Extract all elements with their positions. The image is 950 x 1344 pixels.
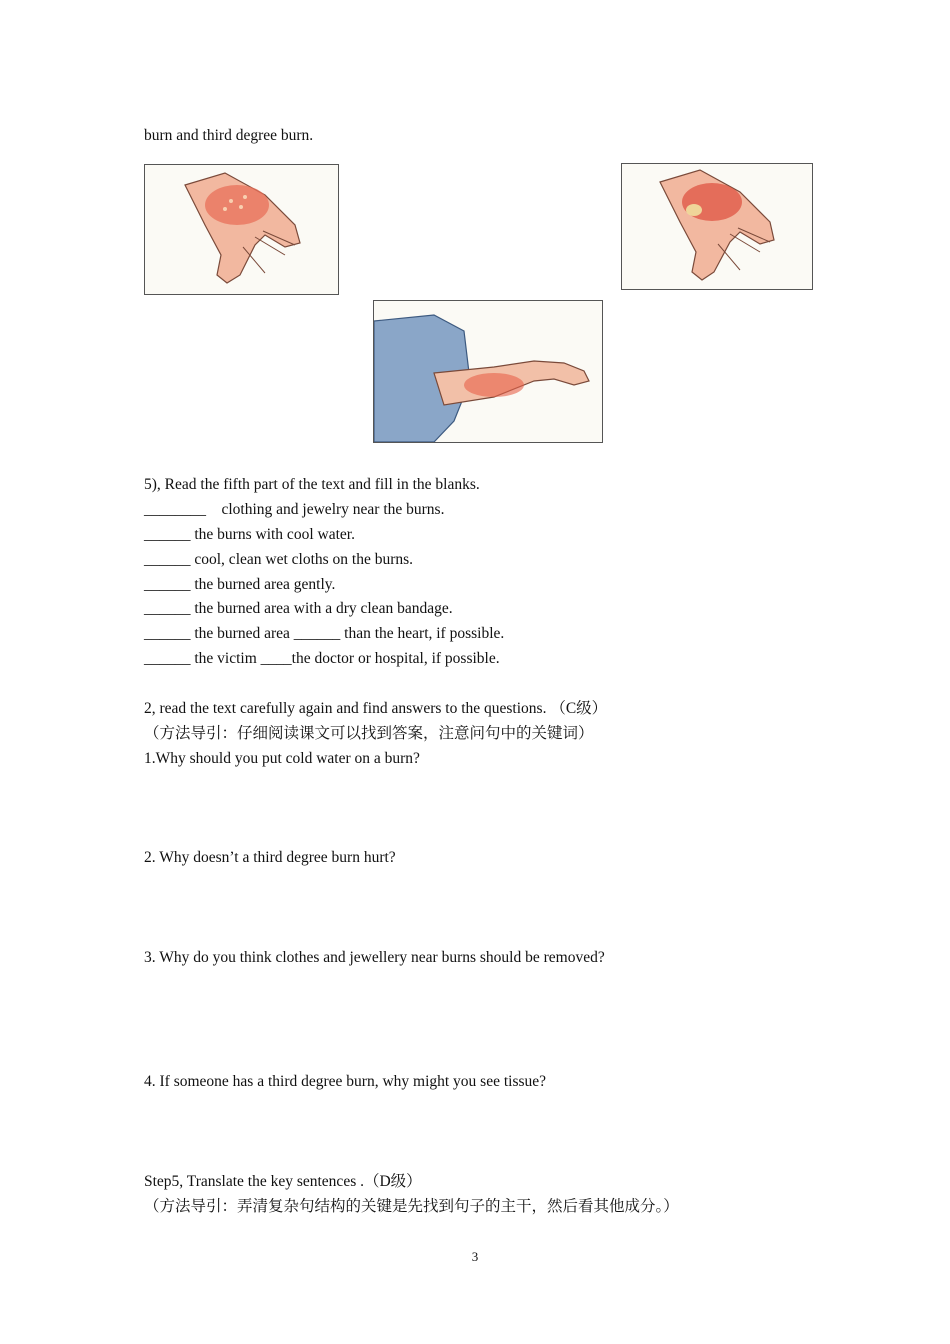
question-2: 2. Why doesn’t a third degree burn hurt? [144,849,396,866]
fill-blank-line: ______ cool, clean wet cloths on the burns. [144,551,414,568]
step5-title: Step5, Translate the key sentences .（D级） [144,1173,422,1190]
section5-title: 5), Read the fifth part of the text and fill in the blanks. [144,476,480,493]
question-4: 4. If someone has a third degree burn, why might you see tissue? [144,1073,547,1090]
burn-arm-image-3 [373,300,603,443]
section2-title: 2, read the text carefully again and find answers to the questions. （C级） [144,700,608,717]
fill-blank-line: ______ the burns with cool water. [144,526,355,543]
section2-guide: （方法导引：仔细阅读课文可以找到答案，注意问句中的关键词） [144,725,594,742]
fill-blank-line: ________ clothing and jewelry near the burns. [144,501,445,518]
fill-blank-line: ______ the burned area gently. [144,576,336,593]
question-3: 3. Why do you think clothes and jewellery near burns should be removed? [144,949,605,966]
fill-blank-line: ______ the burned area ______ than the heart, if possible. [144,625,505,642]
arm-illustration-icon [374,301,602,442]
burn-hand-image-2 [621,163,813,290]
hand-illustration-icon [145,165,338,294]
burn-hand-image-1 [144,164,339,295]
step5-guide: （方法导引：弄清复杂句结构的关键是先找到句子的主干，然后看其他成分。） [144,1198,679,1215]
hand-illustration-icon [622,164,812,289]
fill-blank-line: ______ the burned area with a dry clean bandage. [144,600,453,617]
page-number: 3 [471,1249,479,1264]
fill-blank-line: ______ the victim ____the doctor or hospital, if possible. [144,650,500,667]
intro-line: burn and third degree burn. [144,127,314,144]
question-1: 1.Why should you put cold water on a burn? [144,750,420,767]
